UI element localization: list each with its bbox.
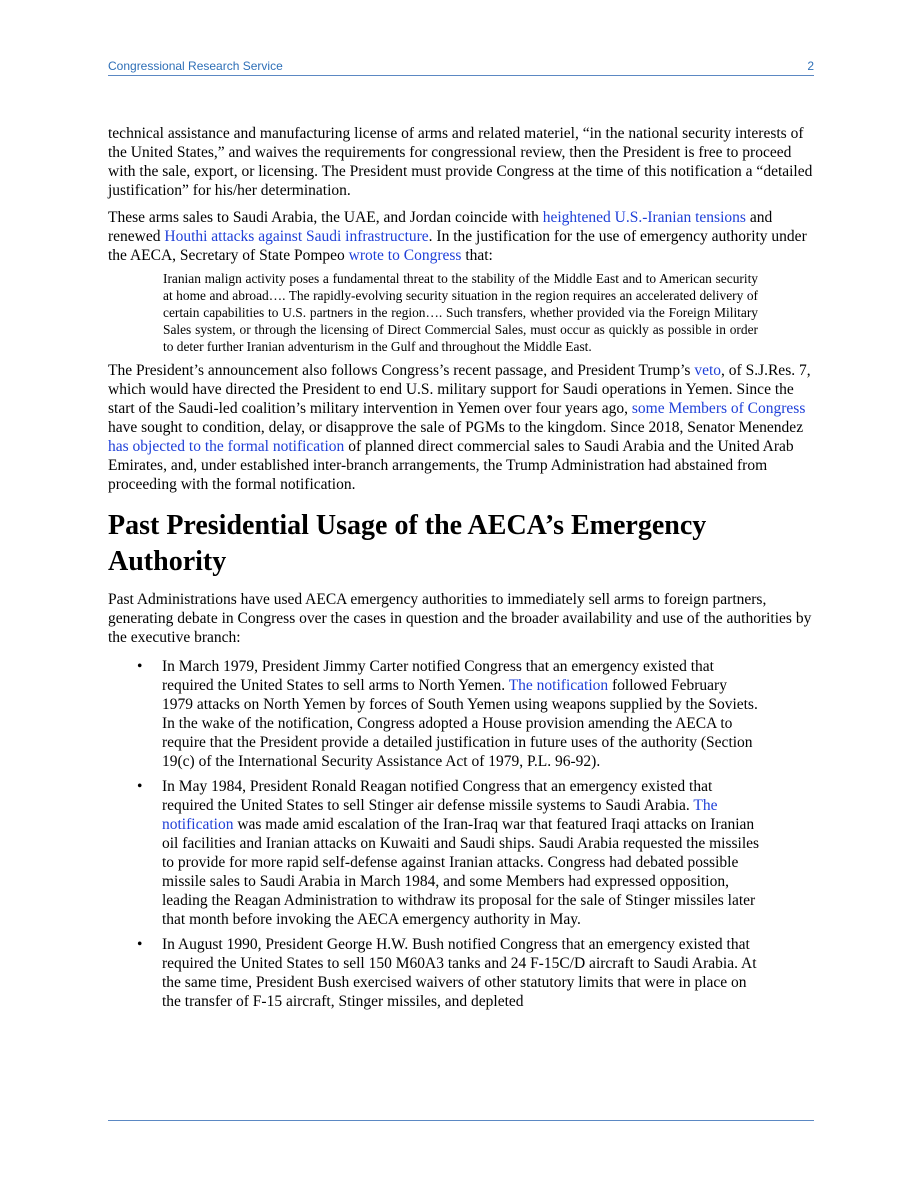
link-carter-notification[interactable]: The notification	[508, 677, 609, 694]
link-formal-notification[interactable]: has objected to the formal notification	[108, 438, 345, 455]
bullet-marker: •	[137, 658, 143, 675]
paragraph-president-announcement: The President’s announcement also follows Congress’s recent passage, and President Trump’s veto, of S.J.Res. 7, which would have directed the President to end U.S. military support for Saudi operations in Yemen. Since the start of the Saudi-led coalition’s military intervention in Yemen over four years ago, some Members of Congress have sought to condition, delay, or disapprove the sale of PGMs to the kingdom. Since 2018, Senator Menendez has objected to the formal notification of planned direct commercial sales to Saudi Arabia and the United Arab Emirates, and, under established inter-branch arrangements, the Trump Administration had abstained from proceeding with the formal notification.	[108, 362, 811, 493]
bullet-marker: •	[137, 778, 143, 795]
page-number: 2	[807, 59, 814, 73]
header-org: Congressional Research Service	[108, 59, 283, 73]
link-heightened-tensions[interactable]: heightened U.S.-Iranian tensions	[542, 209, 746, 226]
paragraph-arms-sales: These arms sales to Saudi Arabia, the UAE, and Jordan coincide with heightened U.S.-Iranian tensions and renewed Houthi attacks against Saudi infrastructure. In the justification for the use of emergency authority under the AECA, Secretary of State Pompeo wrote to Congress that:	[108, 209, 807, 264]
bullet-list	[108, 657, 814, 1011]
list-item: • In March 1979, President Jimmy Carter notified Congress that an emergency existed that required the United States to sell arms to North Yemen. The notification followed February 1979 attacks on North Yemen by forces of South Yemen using weapons supplied by the Soviets. In the wake of the notification, Congress adopted a House provision amending the AECA to require that the President provide a detailed justification in future uses of the authority (Section 19(c) of the International Security Assistance Act of 1979, P.L. 96-92).	[137, 658, 758, 770]
link-houthi-attacks[interactable]: Houthi attacks against Saudi infrastructure	[164, 228, 429, 245]
paragraph-past-administrations: Past Administrations have used AECA emergency authorities to immediately sell arms to foreign partners, generating debate in Congress over the cases in question and the broader availability and use of the authorities by the executive branch:	[108, 591, 812, 646]
link-wrote-to-congress[interactable]: wrote to Congress	[348, 247, 462, 264]
list-item: • In May 1984, President Ronald Reagan notified Congress that an emergency existed that required the United States to sell Stinger air defense missile systems to Saudi Arabia. The notification was made amid escalation of the Iran-Iraq war that featured Iraqi attacks on Iranian oil facilities and Iranian attacks on Kuwaiti and Saudi ships. Saudi Arabia requested the missiles to provide for more rapid self-defense against Iranian attacks. Congress had debated possible missile sales to Saudi Arabia in March 1984, and some Members had expressed opposition, leading the Reagan Administration to withdraw its proposal for the sale of Stinger missiles later that month before invoking the AECA emergency authority in May.	[137, 778, 760, 928]
link-veto[interactable]: veto	[694, 362, 722, 379]
list-item: • In August 1990, President George H.W. Bush notified Congress that an emergency existed that required the United States to sell 150 M60A3 tanks and 24 F-15C/D aircraft to Saudi Arabia. At the same time, President Bush exercised waivers of other statutory limits that were in place on the transfer of F-15 aircraft, Stinger missiles, and depleted	[137, 936, 757, 1010]
link-members-of-congress[interactable]: some Members of Congress	[631, 400, 806, 417]
page-body	[108, 124, 814, 1017]
paragraph-continuation: technical assistance and manufacturing license of arms and related materiel, “in the national security interests of the United States,” and waives the requirements for congressional review, then the President is free to proceed with the sale, export, or licensing. The President must provide Congress at the time of this notification a “detailed justification” for his/her determination.	[108, 125, 813, 199]
link-reagan-notification[interactable]: The notification	[162, 797, 718, 833]
section-heading: Past Presidential Usage of the AECA’s Emergency Authority	[108, 510, 707, 577]
footer-rule	[108, 1120, 814, 1121]
bullet-marker: •	[137, 936, 143, 953]
running-header	[108, 58, 814, 76]
block-quote: Iranian malign activity poses a fundamental threat to the stability of the Middle East and to American security at home and abroad…. The rapidly-evolving security situation in the region requires an accelerated delivery of certain capabilities to U.S. partners in the region…. Such transfers, whether provided via the Foreign Military Sales system, or through the licensing of Direct Commercial Sales, must occur as quickly as possible in order to deter further Iranian adventurism in the Gulf and throughout the Middle East.	[163, 271, 758, 354]
